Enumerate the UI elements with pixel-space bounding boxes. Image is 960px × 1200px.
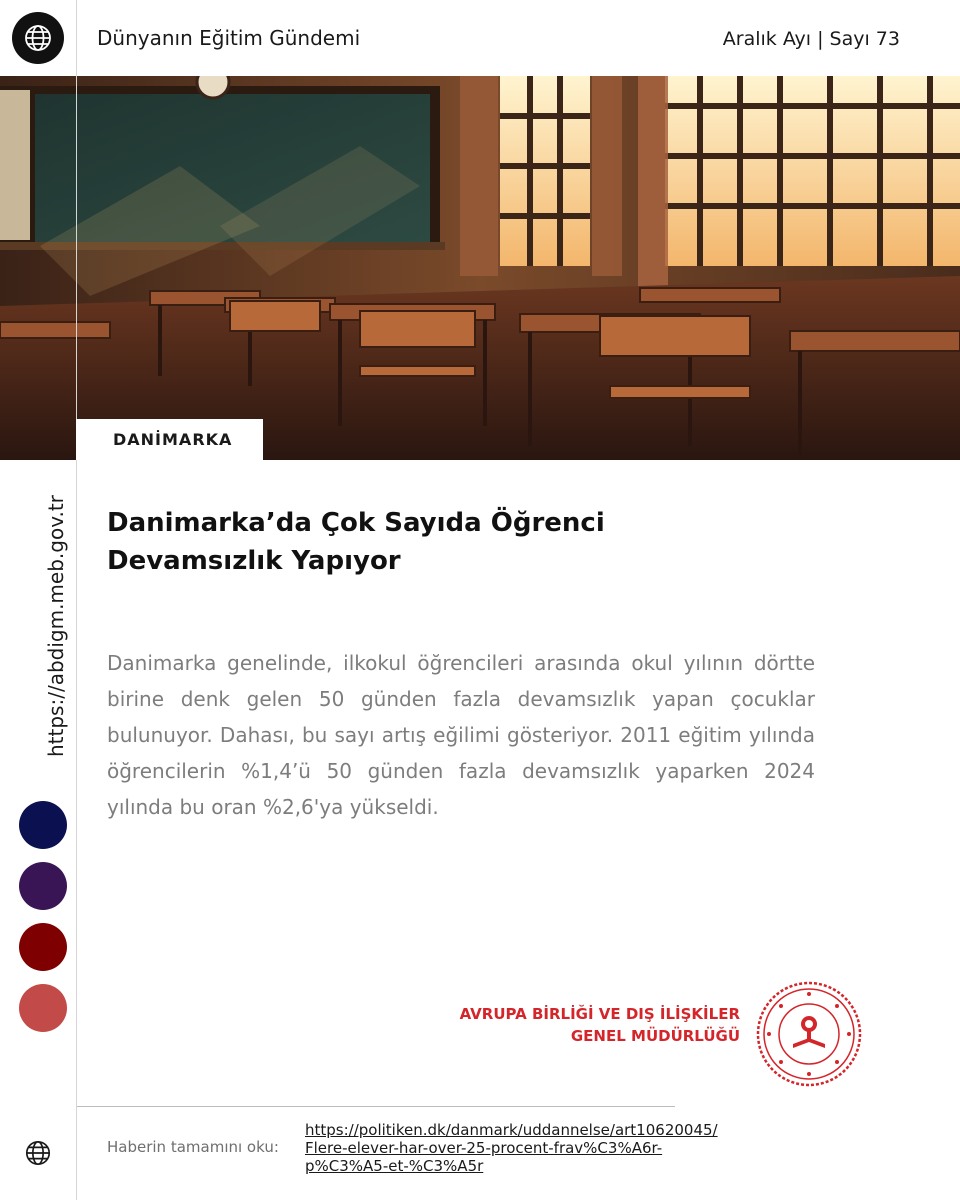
globe-icon [24,1139,52,1167]
publication-title: Dünyanın Eğitim Gündemi [97,26,361,50]
issue-info: Aralık Ayı | Sayı 73 [722,28,900,50]
organization-name-line1: AVRUPA BİRLİĞİ VE DIŞ İLİŞKİLER [459,1005,740,1023]
category-tag: DANİMARKA [76,419,263,460]
color-swatch-navy [19,801,67,849]
footer-divider [77,1106,675,1107]
globe-badge [12,12,64,64]
organization-name-line2: GENEL MÜDÜRLÜĞÜ [570,1027,740,1045]
color-swatch-purple [19,862,67,910]
site-url[interactable]: https://abdigm.meb.gov.tr [44,495,68,757]
article-body: Danimarka genelinde, ilkokul öğrencileri arasında okul yılının dörtte birine denk gelen 50 günden fazla devamsızlık yapan çocuklar bulunuyor. Dahası, bu sayı artış eğilimi gösteriyor. 2011 eğitim yılında öğrencilerin %1,4’ü 50 günden fazla devamsızlık yaparken 2024 yılında bu oran %2,6'ya yükseldi. [107,651,815,819]
organization-name [460,1003,740,1047]
article-title [107,504,707,580]
article-title-line1: Danimarka’da Çok Sayıda Öğrenci [107,508,605,538]
rail-divider [76,0,77,1200]
article-title-line2: Devamsızlık Yapıyor [107,546,401,576]
color-swatch-maroon [19,923,67,971]
source-link-line2[interactable]: Flere-elever-har-over-25-procent-frav%C3%A6r- [305,1139,663,1157]
source-link-line1[interactable]: https://politiken.dk/danmark/uddannelse/art10620045/ [305,1121,718,1139]
read-more-label: Haberin tamamını oku: [107,1138,279,1156]
color-swatch-red [19,984,67,1032]
source-link-line3[interactable]: p%C3%A5-et-%C3%A5r [305,1157,484,1175]
source-link[interactable] [305,1121,735,1175]
hero-image [0,76,960,460]
globe-icon [23,23,53,53]
top-bar [0,0,960,77]
meb-seal-icon [755,980,863,1088]
